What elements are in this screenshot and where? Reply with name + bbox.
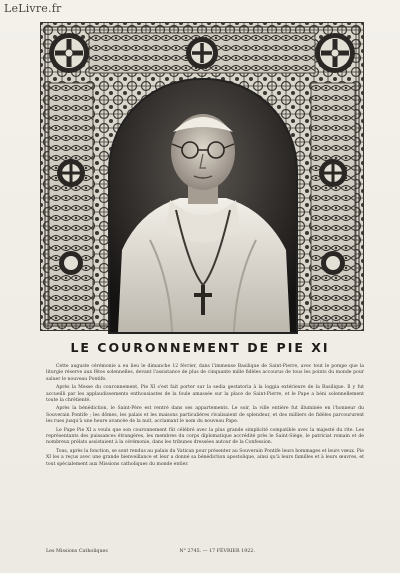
article-paragraph: Le Pape Pie XI a voulu que son couronnement fût célébré avec la plus grande simplicité compatible avec la majesté du rite. Les représentants des puissances étrangères, les membres du corps diplomatique accrédité près le Saint-Siège, le patriciat romain et de nombreux prélats assistaient à la cérémonie, dans les tribunes dressées autour de la Confession.	[46, 427, 364, 446]
side-medallion-icon	[319, 159, 347, 187]
photo-credit: (Ph. J...)	[320, 319, 341, 325]
issue-info: N° 2745. — 17 FÉVRIER 1922.	[179, 549, 255, 554]
site-logo: LeLivre.fr	[4, 2, 62, 15]
page-footer	[46, 549, 364, 554]
pope-portrait-photo	[108, 78, 298, 334]
article-paragraph: Cette auguste cérémonie a eu lieu le dimanche 12 février, dans l'immense Basilique de Saint-Pierre, avec tout le pompe que la liturgie réserve aux fêtes solennelles, devant l'assistance de plus de cinquante mille fidèles accourus de tous les points du monde pour saluer le nouveau Pontife.	[46, 364, 364, 382]
article-body	[46, 364, 364, 470]
side-medallion-icon	[59, 251, 83, 275]
side-medallion-icon	[57, 159, 85, 187]
cross-medallion-icon	[315, 33, 355, 73]
article-title: LE COURONNEMENT DE PIE XI	[70, 340, 330, 355]
publication-name: Les Missions Catholiques	[46, 549, 108, 554]
central-medallion-icon	[186, 37, 218, 69]
cross-medallion-icon	[49, 33, 89, 73]
article-paragraph: Après la bénédiction, le Saint-Père est rentré dans ses appartements. Le soir, la ville entière fut illuminée en l'honneur du Souverain Pontife ; les dômes, les palais et les maisons particulières rivalisaient de splendeur, et des milliers de fidèles parcoururent les rues jusqu'à une heure avancée de la nuit, acclamant le nom du nouveau Pape.	[46, 406, 364, 425]
side-medallion-icon	[321, 251, 345, 275]
article-paragraph: Après la Messe du couronnement, Pie XI s'est fait porter sur la sedia gestatoria à la loggia extérieure de la Basilique. Il y fut accueilli par les applaudissements enthousiastes de la foule amassée sur la place de Saint-Pierre, et le Pape a béni solennellement toute la chrétienté.	[46, 385, 364, 404]
article-paragraph: Tous, après la fonction, se sont rendus au palais du Vatican pour présenter au Souverain Pontife leurs hommages et leurs vœux. Pie XI les a reçus avec une grande bienveillance et leur a donné sa bénédiction apostolique, ainsi qu'à leurs familles et à leurs œuvres, et tout spécialement aux Missions catholiques du monde entier.	[46, 448, 364, 467]
